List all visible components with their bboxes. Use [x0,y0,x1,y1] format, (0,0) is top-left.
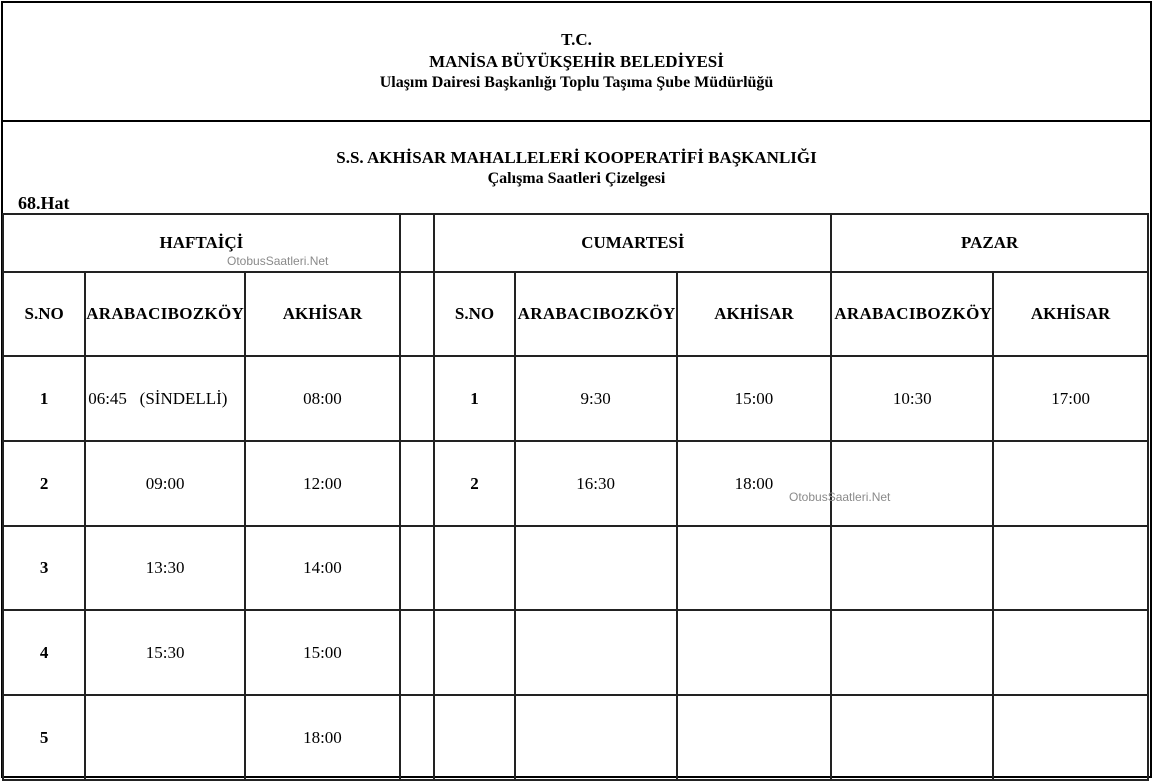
table-row [3,356,1148,441]
col-sunday-from: ARABACIBOZKÖY [831,272,993,356]
spacer-cell [400,695,435,780]
saturday-from-time [515,526,677,610]
saturday-from-time [515,695,677,780]
weekday-to-time: 08:00 [245,356,400,441]
schedule-subtitle: Çalışma Saatleri Çizelgesi [487,170,666,187]
col-weekday-from: ARABACIBOZKÖY [85,272,245,356]
weekday-sno: 5 [3,695,85,780]
saturday-to-time [677,695,832,780]
line-number: 68.Hat [18,193,70,213]
col-weekday-sno: S.NO [3,272,85,356]
sunday-from-time: 10:30 [831,356,993,441]
weekday-sno: 3 [3,526,85,610]
spacer-cell [400,214,435,272]
saturday-to-time [677,610,832,695]
saturday-sno [434,526,514,610]
sunday-from-time [831,695,993,780]
cooperative-header [3,122,1150,215]
weekday-to-time: 18:00 [245,695,400,780]
table-row [3,610,1148,695]
saturday-from-time: 16:30 [515,441,677,526]
group-sunday: PAZAR [831,214,1148,272]
saturday-sno: 1 [434,356,514,441]
weekday-sno: 1 [3,356,85,441]
weekday-to-time: 15:00 [245,610,400,695]
weekday-from-time: 15:30 [85,610,245,695]
sunday-to-time [993,610,1148,695]
saturday-from-time [515,610,677,695]
table-row [3,441,1148,526]
sunday-from-time [831,610,993,695]
watermark: OtobusSaatleri.Net [227,254,329,268]
weekday-sno: 2 [3,441,85,526]
sunday-to-time: 17:00 [993,356,1148,441]
col-weekday-to: AKHİSAR [245,272,400,356]
weekday-to-time: 12:00 [245,441,400,526]
sunday-to-time [993,695,1148,780]
group-saturday: CUMARTESİ [434,214,831,272]
spacer-cell [400,441,435,526]
header-department: Ulaşım Dairesi Başkanlığı Toplu Taşıma Şube Müdürlüğü [379,74,774,91]
weekday-to-time: 14:00 [245,526,400,610]
col-saturday-sno: S.NO [434,272,514,356]
weekday-from-time [85,695,245,780]
saturday-sno: 2 [434,441,514,526]
institution-header [3,3,1150,122]
table-row [3,695,1148,780]
header-line-tc: T.C. [561,30,592,49]
cooperative-title: S.S. AKHİSAR MAHALLELERİ KOOPERATİFİ BAŞKANLIĞI [336,148,817,167]
saturday-to-time: 15:00 [677,356,832,441]
col-saturday-to: AKHİSAR [677,272,832,356]
weekday-from-time: 09:00 [85,441,245,526]
weekday-from-time: 13:30 [85,526,245,610]
weekday-from-time: 06:45 (SİNDELLİ) [85,356,245,441]
spacer-cell [400,356,435,441]
column-header-row [3,272,1148,356]
sunday-to-time [993,441,1148,526]
schedule-sheet [1,1,1152,778]
sunday-to-time [993,526,1148,610]
weekday-sno: 4 [3,610,85,695]
col-sunday-to: AKHİSAR [993,272,1148,356]
spacer-cell [400,610,435,695]
sunday-from-time [831,526,993,610]
saturday-sno [434,695,514,780]
col-saturday-from: ARABACIBOZKÖY [515,272,677,356]
saturday-to-time: 18:00 [677,441,832,526]
saturday-to-time [677,526,832,610]
timetable [2,213,1149,781]
group-weekday: HAFTAİÇİ [3,214,400,272]
spacer-cell [400,272,435,356]
group-header-row [3,214,1148,272]
saturday-from-time: 9:30 [515,356,677,441]
spacer-cell [400,526,435,610]
sunday-from-time [831,441,993,526]
saturday-sno [434,610,514,695]
table-row [3,526,1148,610]
watermark: OtobusSaatleri.Net [789,490,891,504]
header-municipality: MANİSA BÜYÜKŞEHİR BELEDİYESİ [429,52,724,71]
